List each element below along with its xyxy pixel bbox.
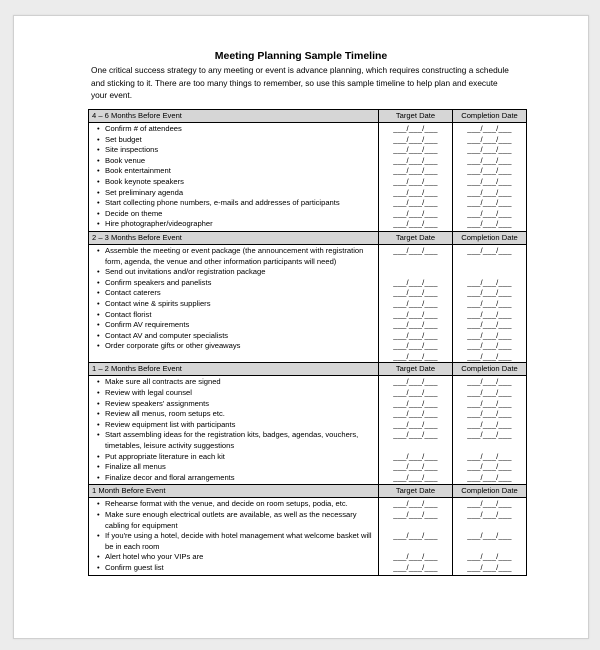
task-item: • Confirm AV requirements [97,320,378,331]
timeline-table [88,109,527,576]
completion-date-blank[interactable]: ___/___/___ [467,298,512,308]
completion-date-blank[interactable]: ___/___/___ [467,341,512,351]
section-heading: 2 – 3 Months Before Event [89,232,379,245]
document-title: Meeting Planning Sample Timeline [214,50,388,62]
task-item: • Confirm # of attendees [97,124,378,135]
target-date-blank[interactable]: ___/___/___ [393,176,438,186]
task-item: • Finalize decor and floral arrangements [97,473,378,484]
completion-date-blank[interactable]: ___/___/___ [467,145,512,155]
completion-date-blank[interactable]: ___/___/___ [467,351,512,361]
task-item: • Contact wine & spirits suppliers [97,299,378,310]
completion-date-blanks [453,124,526,230]
section-4-6-months [89,110,527,232]
completion-date-blank[interactable]: ___/___/___ [467,562,512,572]
target-date-blank[interactable]: ___/___/___ [393,320,438,330]
completion-date-blank[interactable]: ___/___/___ [467,330,512,340]
completion-date-blank[interactable]: ___/___/___ [467,155,512,165]
task-item: • Contact AV and computer specialists [97,331,378,342]
target-date-blank[interactable]: ___/___/___ [393,187,438,197]
completion-date-blanks [453,246,526,363]
completion-date-blank[interactable]: ___/___/___ [467,288,512,298]
task-item: • Hire photographer/videographer [97,219,378,230]
completion-date-blank[interactable]: ___/___/___ [467,419,512,429]
task-item: • Review with legal counsel [97,388,378,399]
completion-date-blank[interactable]: ___/___/___ [467,472,512,482]
section-heading: 1 Month Before Event [89,485,379,498]
target-date-blanks [379,377,452,483]
target-date-blank[interactable]: ___/___/___ [393,377,438,387]
section-2-3-months [89,232,527,364]
completion-date-blank[interactable]: ___/___/___ [467,552,512,562]
document-page [13,15,589,639]
target-date-header: Target Date [379,110,453,123]
completion-date-blank[interactable]: ___/___/___ [467,198,512,208]
target-date-blank[interactable]: ___/___/___ [393,208,438,218]
target-date-blank[interactable]: ___/___/___ [393,388,438,398]
section-1-2-months [89,363,527,485]
completion-date-blank[interactable]: ___/___/___ [467,388,512,398]
completion-date-blanks [453,377,526,483]
completion-date-header: Completion Date [453,363,527,376]
target-date-blank[interactable]: ___/___/___ [393,145,438,155]
section-header-row [89,232,527,245]
task-item: • Order corporate gifts or other giveaways [97,341,378,352]
target-date-blank[interactable]: ___/___/___ [393,552,438,562]
target-date-header: Target Date [379,485,453,498]
completion-date-blank[interactable]: ___/___/___ [467,245,512,255]
target-date-blank[interactable]: ___/___/___ [393,562,438,572]
task-item: • Make sure enough electrical outlets are available, as well as the necessary cabling for equipment [97,510,378,531]
task-item: • Alert hotel who your VIPs are [97,552,378,563]
section-body-row [89,498,527,575]
task-list [97,246,378,352]
target-date-blank[interactable]: ___/___/___ [393,462,438,472]
task-item: • Review equipment list with participants [97,420,378,431]
completion-date-header: Completion Date [453,485,527,498]
target-date-header: Target Date [379,363,453,376]
task-item: • Review speakers' assignments [97,399,378,410]
completion-date-blank[interactable]: ___/___/___ [467,134,512,144]
target-date-blank[interactable]: ___/___/___ [393,472,438,482]
task-item: • Rehearse format with the venue, and decide on room setups, podia, etc. [97,499,378,510]
target-date-blank[interactable]: ___/___/___ [393,531,438,541]
completion-date-blank[interactable]: ___/___/___ [467,320,512,330]
task-list [97,377,378,483]
intro-paragraph: One critical success strategy to any meeting or event is advance planning, which requires constructing a schedule and sticking to it. There are too many things to remember, so use this sample timeline to help plan and execute your event. [91,65,509,100]
target-date-blank[interactable]: ___/___/___ [393,330,438,340]
target-date-blank[interactable]: ___/___/___ [393,288,438,298]
target-date-blank[interactable]: ___/___/___ [393,510,438,519]
task-item: • Book entertainment [97,166,378,177]
target-date-blank[interactable]: ___/___/___ [393,124,438,133]
task-item: • Assemble the meeting or event package (the announcement with registration form, agenda, the venue and other information participants will need) [97,246,378,267]
completion-date-blank[interactable]: ___/___/___ [467,398,512,408]
target-date-blank[interactable]: ___/___/___ [393,398,438,408]
section-body-row [89,245,527,364]
task-item: • Confirm speakers and panelists [97,278,378,289]
task-item: • Confirm guest list [97,563,378,574]
target-date-blank[interactable]: ___/___/___ [393,198,438,208]
completion-date-blank[interactable]: ___/___/___ [467,219,512,229]
target-date-blank[interactable]: ___/___/___ [393,155,438,165]
task-item: • Start collecting phone numbers, e-mails and addresses of participants [97,198,378,209]
section-body-row [89,376,527,485]
completion-date-header: Completion Date [453,232,527,245]
target-date-blanks [379,246,452,363]
completion-date-blank[interactable]: ___/___/___ [467,176,512,186]
task-item: • Review all menus, room setups etc. [97,409,378,420]
section-heading: 4 – 6 Months Before Event [89,110,379,123]
completion-date-blank[interactable]: ___/___/___ [467,430,512,440]
task-item: • Finalize all menus [97,462,378,473]
task-item: • Contact florist [97,310,378,321]
task-item: • Start assembling ideas for the registration kits, badges, agendas, vouchers, timetables, leisure activity suggestions [97,430,378,451]
completion-date-blank[interactable]: ___/___/___ [467,187,512,197]
task-list [97,124,378,230]
completion-date-blank[interactable]: ___/___/___ [467,124,512,133]
section-heading: 1 – 2 Months Before Event [89,363,379,376]
completion-date-blank[interactable]: ___/___/___ [467,499,512,509]
task-item: • Decide on theme [97,209,378,220]
section-header-row [89,110,527,123]
target-date-blank[interactable]: ___/___/___ [393,134,438,144]
target-date-blanks [379,124,452,230]
completion-date-blank[interactable]: ___/___/___ [467,510,512,519]
task-item: • Site inspections [97,145,378,156]
section-header-row [89,363,527,376]
task-list [97,499,378,573]
task-item: • Contact caterers [97,288,378,299]
target-date-blank[interactable]: ___/___/___ [393,245,438,255]
target-date-blank[interactable]: ___/___/___ [393,219,438,229]
task-item: • Make sure all contracts are signed [97,377,378,388]
section-body-row [89,123,527,232]
completion-date-blank[interactable]: ___/___/___ [467,309,512,319]
task-item: • Send out invitations and/or registration package [97,267,378,278]
completion-date-blanks [453,499,526,573]
completion-date-header: Completion Date [453,110,527,123]
target-date-blank[interactable]: ___/___/___ [393,309,438,319]
completion-date-blank[interactable]: ___/___/___ [467,377,512,387]
target-date-blank[interactable]: ___/___/___ [393,499,438,509]
task-item: • Set budget [97,135,378,146]
task-item: • Book venue [97,156,378,167]
task-item: • Put appropriate literature in each kit [97,452,378,463]
target-date-blank[interactable]: ___/___/___ [393,409,438,419]
task-item: • Book keynote speakers [97,177,378,188]
target-date-blank[interactable]: ___/___/___ [393,451,438,461]
task-item: • Set preliminary agenda [97,188,378,199]
target-date-blank[interactable]: ___/___/___ [393,351,438,361]
target-date-blanks [379,499,452,573]
section-1-month [89,485,527,575]
completion-date-blank[interactable]: ___/___/___ [467,531,512,541]
completion-date-blank[interactable]: ___/___/___ [467,277,512,287]
completion-date-blank[interactable]: ___/___/___ [467,462,512,472]
task-item: • If you're using a hotel, decide with hotel management what welcome basket will be in each room [97,531,378,552]
target-date-blank[interactable]: ___/___/___ [393,341,438,351]
section-header-row [89,485,527,498]
completion-date-blank[interactable]: ___/___/___ [467,166,512,176]
target-date-blank[interactable]: ___/___/___ [393,298,438,308]
completion-date-blank[interactable]: ___/___/___ [467,409,512,419]
target-date-header: Target Date [379,232,453,245]
target-date-blank[interactable]: ___/___/___ [393,166,438,176]
target-date-blank[interactable]: ___/___/___ [393,419,438,429]
target-date-blank[interactable]: ___/___/___ [393,277,438,287]
target-date-blank[interactable]: ___/___/___ [393,430,438,440]
completion-date-blank[interactable]: ___/___/___ [467,451,512,461]
completion-date-blank[interactable]: ___/___/___ [467,208,512,218]
